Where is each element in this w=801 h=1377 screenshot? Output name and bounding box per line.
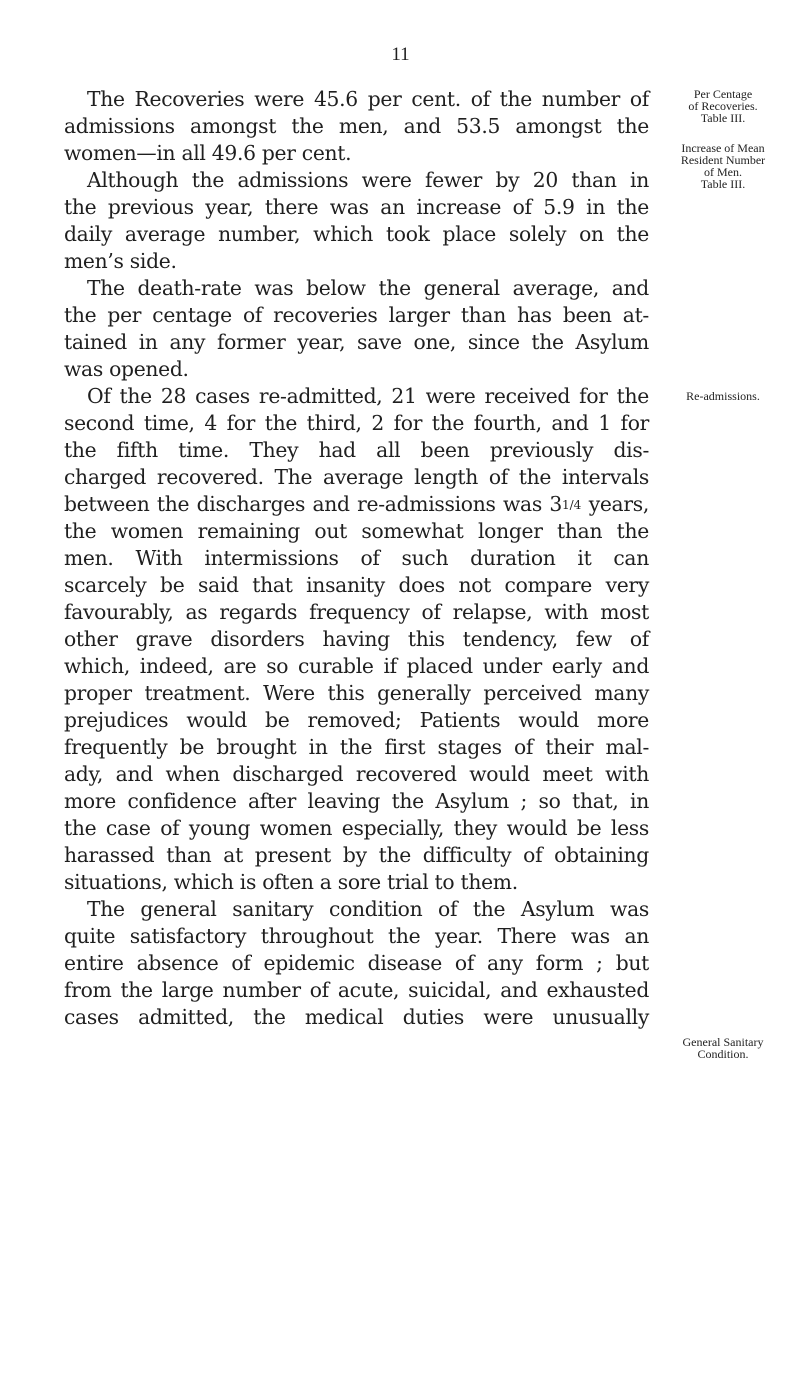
body-line: the women remaining out somewhat longer than the bbox=[64, 519, 649, 543]
body-line-text: between the discharges and re-admissions was 3 bbox=[64, 492, 562, 516]
margin-note-recoveries bbox=[659, 88, 787, 124]
margin-note-line: Increase of Mean bbox=[681, 141, 765, 155]
margin-note-line: Table III. bbox=[700, 111, 746, 125]
margin-note-line: of Recoveries. bbox=[688, 99, 758, 113]
body-line: the fifth time. They had all been previously dis- bbox=[64, 438, 649, 462]
body-line: The death-rate was below the general average, and bbox=[87, 276, 649, 300]
body-line: from the large number of acute, suicidal, and exhausted bbox=[64, 978, 649, 1002]
body-line: men’s side. bbox=[64, 249, 177, 273]
margin-note-line: Per Centage bbox=[693, 87, 753, 101]
fraction: 1/4 bbox=[561, 498, 582, 512]
body-line: the previous year, there was an increase of 5.9 in the bbox=[64, 195, 649, 219]
body-line: Although the admissions were fewer by 20 than in bbox=[87, 168, 649, 192]
body-line: charged recovered. The average length of the intervals bbox=[64, 465, 649, 489]
page-number: 11 bbox=[391, 44, 410, 65]
body-line: Of the 28 cases re-admitted, 21 were received for the bbox=[87, 384, 649, 408]
body-line: entire absence of epidemic disease of any form ; but bbox=[64, 951, 649, 975]
margin-note-readmissions bbox=[659, 390, 787, 402]
body-line: men. With intermissions of such duration it can bbox=[64, 546, 649, 570]
body-line: proper treatment. Were this generally perceived many bbox=[64, 681, 649, 705]
body-line: daily average number, which took place solely on the bbox=[64, 222, 649, 246]
body-line: other grave disorders having this tendency, few of bbox=[64, 627, 649, 651]
body-line-tail: years, bbox=[581, 492, 649, 516]
body-line: women—in all 49.6 per cent. bbox=[64, 141, 352, 165]
body-line: the case of young women especially, they would be less bbox=[64, 816, 649, 840]
body-line: the per centage of recoveries larger than has been at- bbox=[64, 303, 649, 327]
body-line: favourably, as regards frequency of relapse, with most bbox=[64, 600, 649, 624]
body-line: which, indeed, are so curable if placed under early and bbox=[64, 654, 649, 678]
body-line: cases admitted, the medical duties were unusually bbox=[64, 1005, 649, 1029]
body-line: admissions amongst the men, and 53.5 amongst the bbox=[64, 114, 649, 138]
margin-note-line: General Sanitary bbox=[682, 1035, 764, 1049]
margin-note-sanitary bbox=[659, 1036, 787, 1060]
body-line: scarcely be said that insanity does not compare very bbox=[64, 573, 649, 597]
margin-note-mean-resident bbox=[659, 142, 787, 190]
body-line: frequently be brought in the first stages of their mal- bbox=[64, 735, 649, 759]
margin-note-line: of Men. bbox=[704, 165, 742, 179]
body-line: The Recoveries were 45.6 per cent. of the number of bbox=[87, 87, 649, 111]
margin-note-line: Re-admissions. bbox=[686, 389, 760, 403]
body-line: prejudices would be removed; Patients would more bbox=[64, 708, 649, 732]
body-line: tained in any former year, save one, since the Asylum bbox=[64, 330, 649, 354]
body-line: The general sanitary condition of the Asylum was bbox=[87, 897, 649, 921]
body-line: quite satisfactory throughout the year. There was an bbox=[64, 924, 649, 948]
margin-note-line: Resident Number bbox=[680, 153, 766, 167]
margin-note-line: Table III. bbox=[700, 177, 746, 191]
margin-note-line: Condition. bbox=[697, 1047, 749, 1061]
body-text bbox=[64, 86, 649, 1031]
body-line-with-fraction bbox=[64, 491, 649, 518]
body-line: harassed than at present by the difficulty of obtaining bbox=[64, 843, 649, 867]
body-line: ady, and when discharged recovered would meet with bbox=[64, 762, 649, 786]
body-line: situations, which is often a sore trial to them. bbox=[64, 870, 518, 894]
body-line: second time, 4 for the third, 2 for the fourth, and 1 for bbox=[64, 411, 649, 435]
body-line: more confidence after leaving the Asylum ; so that, in bbox=[64, 789, 649, 813]
body-line: was opened. bbox=[64, 357, 189, 381]
